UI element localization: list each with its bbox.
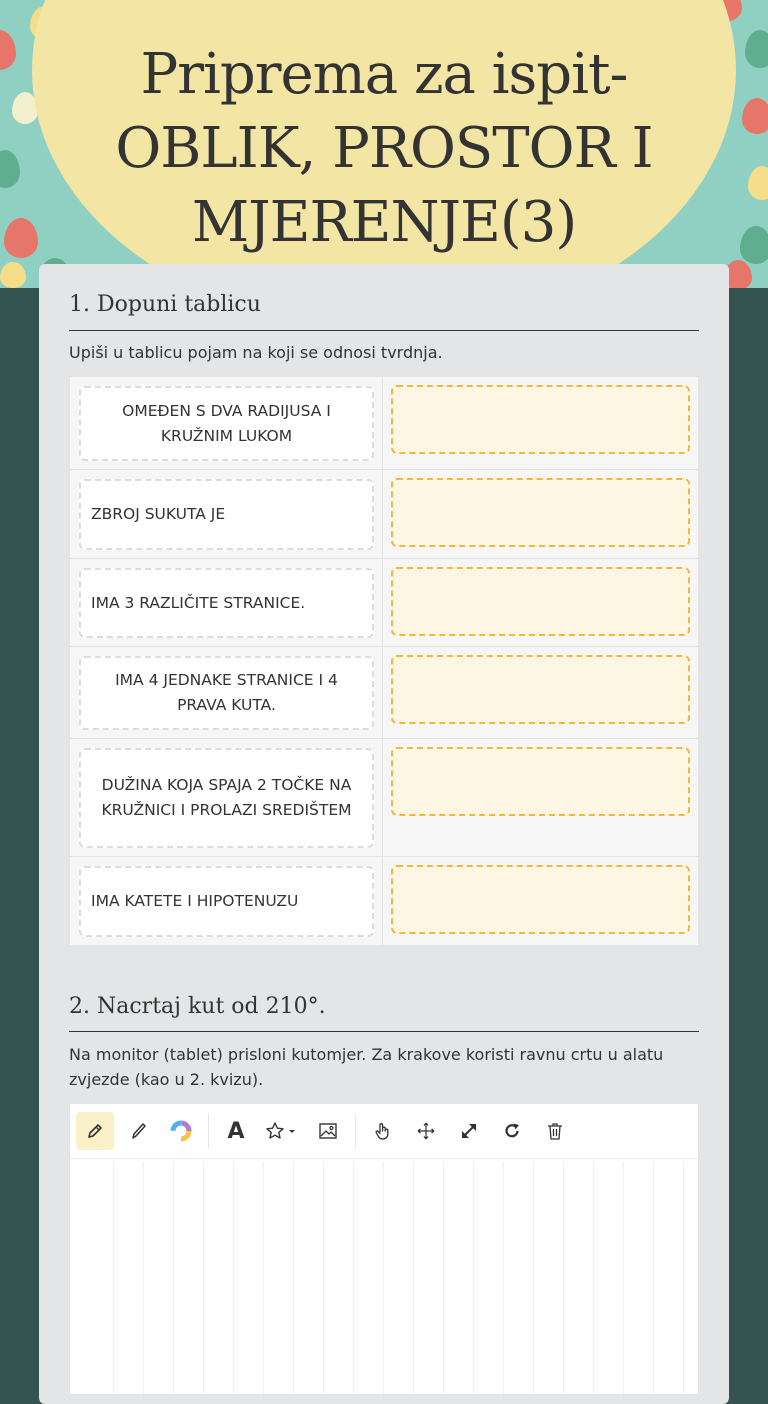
drawing-canvas[interactable] xyxy=(84,1162,698,1394)
answer-drop-zone[interactable] xyxy=(391,567,690,636)
table-row xyxy=(70,377,698,469)
drawing-toolbar xyxy=(70,1104,698,1159)
answer-drop-zone[interactable] xyxy=(391,655,690,724)
text-tool[interactable] xyxy=(217,1112,255,1150)
resize-icon xyxy=(459,1121,479,1141)
text-icon: A xyxy=(227,1118,245,1144)
hand-icon xyxy=(373,1121,393,1141)
term-card[interactable]: IMA 3 RAZLIČITE STRANICE. xyxy=(79,568,374,638)
match-table xyxy=(69,376,699,946)
table-row xyxy=(70,856,698,945)
answer-drop-zone[interactable] xyxy=(391,747,690,816)
highlighter-tool[interactable] xyxy=(119,1112,157,1150)
pencil-tool[interactable] xyxy=(76,1112,114,1150)
toolbar-separator xyxy=(355,1114,356,1148)
term-card[interactable]: OMEĐEN S DVA RADIJUSA I KRUŽNIM LUKOM xyxy=(79,386,374,461)
question-2-title: 2. Nacrtaj kut od 210°. xyxy=(69,994,326,1019)
table-row xyxy=(70,738,698,856)
highlighter-icon xyxy=(128,1121,148,1141)
shapes-tool[interactable] xyxy=(260,1112,304,1150)
term-card[interactable]: IMA KATETE I HIPOTENUZU xyxy=(79,866,374,937)
table-row xyxy=(70,558,698,646)
table-row xyxy=(70,469,698,558)
answer-drop-zone[interactable] xyxy=(391,478,690,547)
toolbar-separator xyxy=(208,1114,209,1148)
page-title: Priprema za ispit- OBLIK, PROSTOR I MJERENJE(3) xyxy=(115,42,653,255)
question-1-divider xyxy=(69,330,699,331)
undo-tool[interactable] xyxy=(493,1112,531,1150)
trash-tool[interactable] xyxy=(536,1112,574,1150)
move-icon xyxy=(416,1121,436,1141)
header-banner xyxy=(0,0,768,288)
image-icon xyxy=(318,1121,338,1141)
color-picker-icon xyxy=(170,1120,192,1142)
question-2-instruction: Na monitor (tablet) prisloni kutomjer. Za krakove koristi ravnu crtu u alatu zvjezde (kao u 2. kvizu). xyxy=(69,1045,664,1089)
question-2-divider xyxy=(69,1031,699,1032)
answer-drop-zone[interactable] xyxy=(391,385,690,454)
trash-icon xyxy=(545,1121,565,1141)
image-tool[interactable] xyxy=(309,1112,347,1150)
shapes-icon xyxy=(265,1121,299,1141)
resize-tool[interactable] xyxy=(450,1112,488,1150)
term-card[interactable]: ZBROJ SUKUTA JE xyxy=(79,479,374,550)
pencil-icon xyxy=(85,1121,105,1141)
drawing-widget xyxy=(69,1103,699,1395)
answer-drop-zone[interactable] xyxy=(391,865,690,934)
hand-tool[interactable] xyxy=(364,1112,402,1150)
color-picker-tool[interactable] xyxy=(162,1112,200,1150)
term-card[interactable]: DUŽINA KOJA SPAJA 2 TOČKE NA KRUŽNICI I PROLAZI SREDIŠTEM xyxy=(79,748,374,848)
question-1-title: 1. Dopuni tablicu xyxy=(69,292,261,317)
move-tool[interactable] xyxy=(407,1112,445,1150)
term-card[interactable]: IMA 4 JEDNAKE STRANICE I 4 PRAVA KUTA. xyxy=(79,656,374,730)
undo-icon xyxy=(502,1121,522,1141)
table-row xyxy=(70,646,698,738)
question-1-instruction: Upiši u tablicu pojam na koji se odnosi tvrdnja. xyxy=(69,343,443,362)
